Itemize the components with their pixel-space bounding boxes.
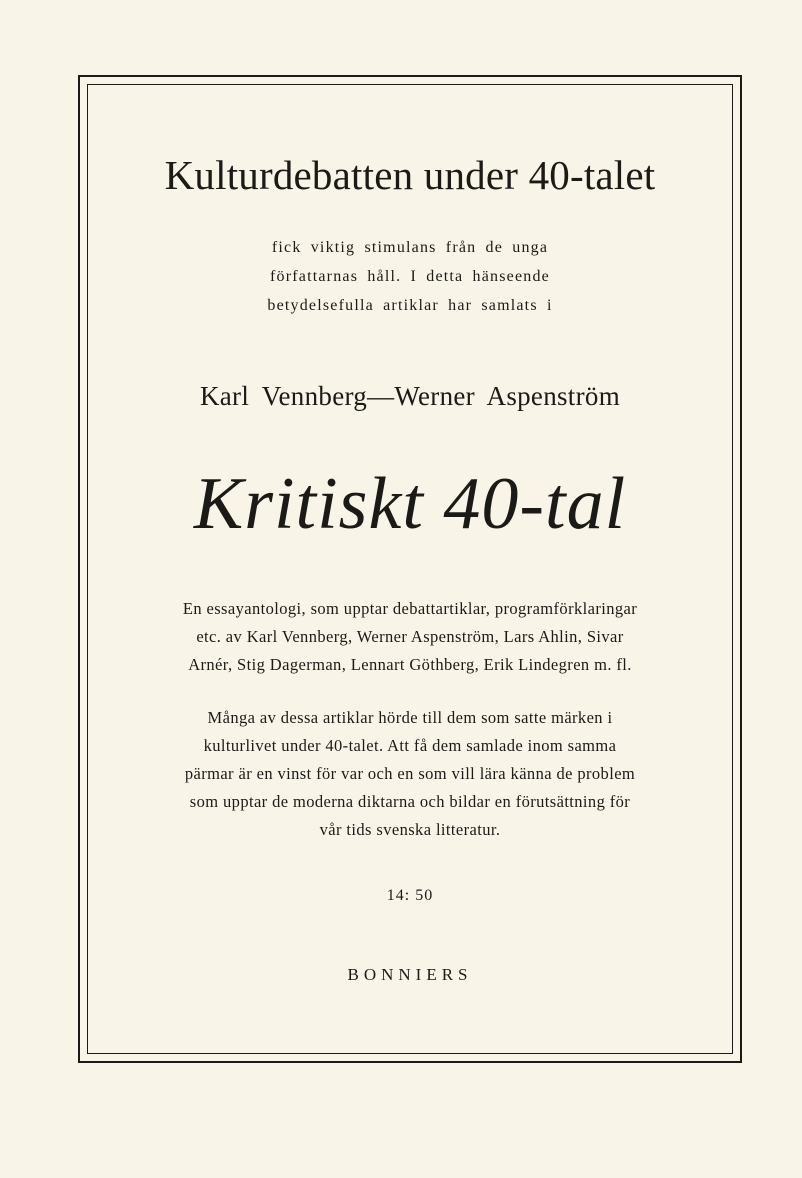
advertisement	[88, 85, 732, 1053]
description-paragraph-2	[88, 704, 732, 844]
book-title: Kritiskt 40-tal	[193, 463, 627, 545]
intro-line: fick viktig stimulans från de unga	[271, 239, 549, 256]
price: 14: 50	[386, 887, 434, 904]
description-line: Många av dessa artiklar hörde till dem som satte märken i	[207, 708, 613, 727]
authors: Karl Vennberg—Werner Aspenström	[199, 381, 621, 411]
intro-line: betydelsefulla artiklar har samlats i	[267, 297, 553, 314]
intro-line: författarnas håll. I detta hänseende	[270, 268, 550, 285]
description-line: Arnér, Stig Dagerman, Lennart Göthberg, Erik Lindegren m. fl.	[188, 655, 632, 674]
description-line: som upptar de moderna diktarna och bildar en förutsättning för	[189, 792, 631, 811]
description-line: En essayantologi, som upptar debattartiklar, programförklaringar	[182, 599, 638, 618]
description-line: kulturlivet under 40-talet. Att få dem samlade inom samma	[203, 736, 617, 755]
publisher: BONNIERS	[347, 965, 473, 984]
intro-text	[88, 233, 732, 320]
description-line: vår tids svenska litteratur.	[319, 820, 501, 839]
description-paragraph-1	[88, 595, 732, 679]
description-line: pärmar är en vinst för var och en som vill lära känna de problem	[184, 764, 636, 783]
headline: Kulturdebatten under 40-talet	[164, 152, 656, 198]
description-line: etc. av Karl Vennberg, Werner Aspenström, Lars Ahlin, Sivar	[196, 627, 624, 646]
